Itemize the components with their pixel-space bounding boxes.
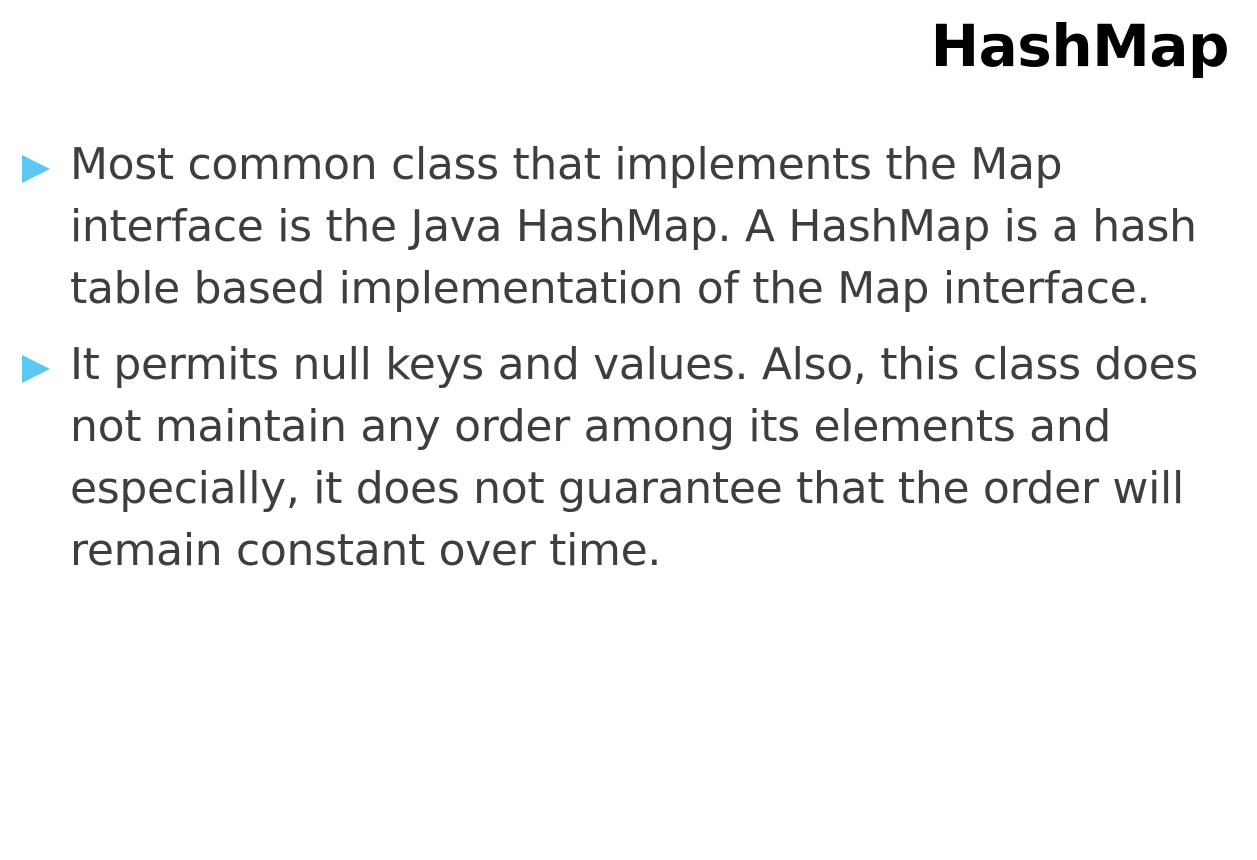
bullet-list <box>0 134 1257 596</box>
triangle-bullet-icon <box>22 155 50 183</box>
triangle-bullet-icon <box>22 355 50 383</box>
bullet-item <box>0 334 1210 582</box>
bullet-item <box>0 134 1210 320</box>
bullet-text: Most common class that implements the Map interface is the Java HashMap. A HashMap is a hash table based implementation of the Map interface. <box>70 139 1197 314</box>
bullet-text: It permits null keys and values. Also, this class does not maintain any order among its elements and especially, it does not guarantee that the order will remain constant over time. <box>70 339 1199 576</box>
slide-title: HashMap <box>930 12 1229 80</box>
